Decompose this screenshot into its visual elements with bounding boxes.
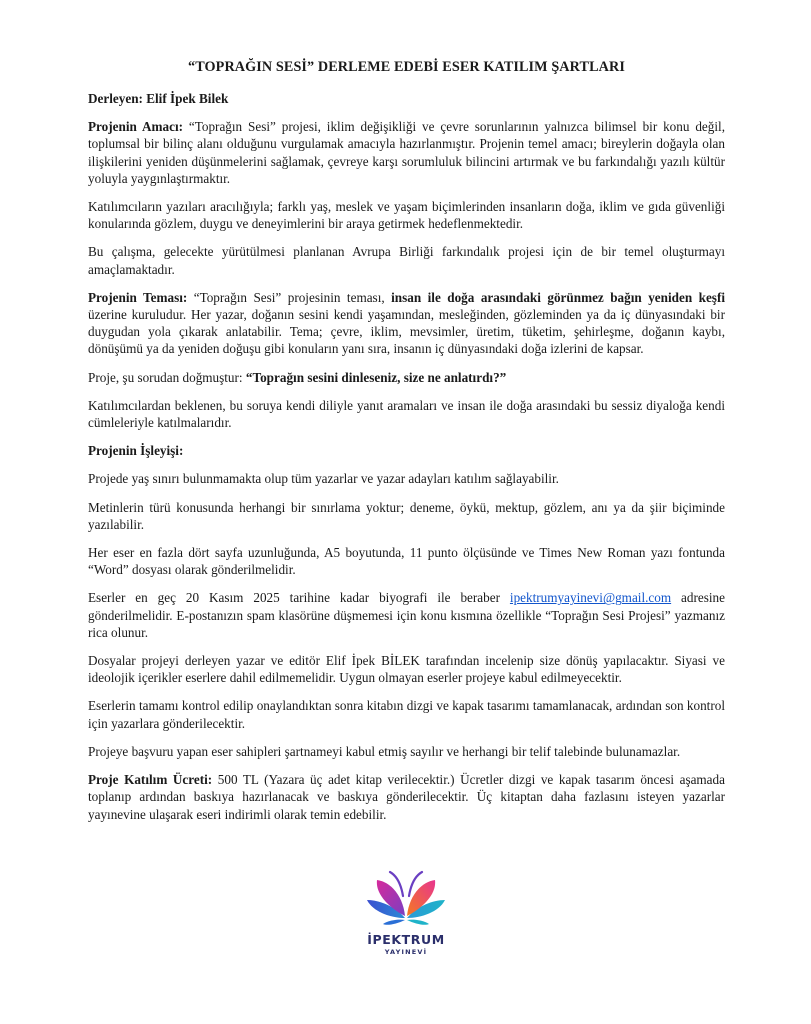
submission-text-after: adresine gönderilmelidir. E-postanızın spam klasörüne düşmemesi için konu kısmına özellikle “Toprağın Sesi Projesi” yazmanız rica olunur. bbox=[88, 590, 725, 640]
format-paragraph: Her eser en fazla dört sayfa uzunluğunda, A5 boyutunda, 11 punto ölçüsünde ve Times New Roman yazı fontunda “Word” dosyası olarak gönderilmelidir. bbox=[88, 545, 725, 578]
butterfly-lotus-icon bbox=[363, 866, 449, 930]
participants-paragraph: Katılımcıların yazıları aracılığıyla; farklı yaş, meslek ve yaşam biçimlerinden insanların doğa, iklim ve gıda güvenliği konularında gözlem, duygu ve deneyimlerini bir araya getirmek hedeflenmektedir. bbox=[88, 199, 725, 232]
theme-text-after: üzerine kuruludur. Her yazar, doğanın sesini kendi yaşamından, mesleğinden, gözleminden ya da iç dünyasındaki bir duygudan yola çıkarak anlatabilir. Tema; çevre, iklim, mevsimler, üretim, tüketim, şehirleşme, doğanın kaybı, dönüşümü ya da yeniden doğuşu gibi konuların yanı sıra, insanın iç dünyasındaki doğa izlerini de kapsar. bbox=[88, 307, 725, 357]
logo-subtitle: YAYINEVİ bbox=[384, 948, 428, 956]
purpose-text: “Toprağın Sesi” projesi, iklim değişikliği ve çevre sorunlarının yalnızca bilimsel bir konu değil, toplumsal bir bilinç alanı olduğunu vurgulamak amacıyla hazırlanmıştır. Projenin temel amacı; bireylerin doğayla olan ilişkilerini yeniden düşünmelerini sağlamak, çevreye karşı sorumluluk bilincini artırmak ve bu farkındalığı yazılı kültür yoluyla yaygınlaştırmaktır. bbox=[88, 119, 725, 186]
document-title: “TOPRAĞIN SESİ” DERLEME EDEBİ ESER KATILIM ŞARTLARI bbox=[188, 59, 625, 75]
fee-label: Proje Katılım Ücreti: bbox=[88, 772, 218, 788]
fee-text: 500 TL (Yazara üç adet kitap verilecektir.) Ücretler dizgi ve kapak tasarım öncesi aşamada toplanıp ardından baskıya hazırlanacak ve baskıya gönderilecektir. Üç kitaptan daha fazlasını isteyen yazarlar yayınevine ulaşarak eseri indirimli olarak temin edebilir. bbox=[88, 772, 725, 822]
logo-name: İPEKTRUM bbox=[367, 932, 445, 947]
document-page bbox=[88, 59, 725, 834]
publisher-logo bbox=[360, 866, 452, 966]
submission-text-before: Eserler en geç 20 Kasım 2025 tarihine kadar biyografi ile beraber bbox=[88, 590, 510, 606]
purpose-paragraph bbox=[88, 118, 725, 187]
email-link[interactable]: ipektrumyayinevi@gmail.com bbox=[509, 590, 672, 606]
copyright-paragraph: Projeye başvuru yapan eser sahipleri şartnameyi kabul etmiş sayılır ve herhangi bir telif talebinde bulunamazlar. bbox=[88, 743, 681, 759]
question-text: Proje, şu sorudan doğmuştur: bbox=[88, 369, 246, 385]
question-paragraph bbox=[88, 369, 725, 386]
fee-paragraph bbox=[88, 771, 725, 823]
eu-paragraph: Bu çalışma, gelecekte yürütülmesi planlanan Avrupa Birliği farkındalık projesi için de bir temel oluşturmayı amaçlamaktadır. bbox=[88, 244, 725, 277]
genre-paragraph: Metinlerin türü konusunda herhangi bir sınırlama yoktur; deneme, öykü, mektup, gözlem, anı ya da şiir biçiminde yazılabilir. bbox=[88, 499, 725, 532]
review-paragraph: Dosyalar projeyi derleyen yazar ve editör Elif İpek BİLEK tarafından incelenip size dönüş yapılacaktır. Siyasi ve ideolojik içerikler eserlere dahil edilmemelidir. Uygun olmayan eserler projeye kabul edilmeyecektir. bbox=[88, 653, 725, 686]
purpose-label: Projenin Amacı: bbox=[88, 119, 189, 135]
question-bold: “Toprağın sesini dinleseniz, size ne anlatırdı?” bbox=[245, 369, 507, 385]
compiler-text: Derleyen: Elif İpek Bilek bbox=[88, 91, 229, 106]
process-heading-line bbox=[88, 442, 725, 459]
age-paragraph: Projede yaş sınırı bulunmamakta olup tüm yazarlar ve yazar adayları katılım sağlayabilir. bbox=[88, 471, 559, 487]
process-heading: Projenin İşleyişi: bbox=[88, 443, 184, 459]
theme-label: Projenin Teması: bbox=[88, 289, 194, 305]
theme-bold: insan ile doğa arasındaki görünmez bağın yeniden keşfi bbox=[391, 289, 725, 305]
theme-text-before: “Toprağın Sesi” projesinin teması, bbox=[193, 289, 392, 305]
theme-paragraph bbox=[88, 289, 725, 358]
expected-paragraph: Katılımcılardan beklenen, bu soruya kendi diliyle yanıt aramaları ve insan ile doğa arasındaki bu sessiz diyaloğa kendi cümleleriyle katılmalarıdır. bbox=[88, 397, 725, 431]
compiler-line bbox=[88, 90, 725, 107]
approval-paragraph: Eserlerin tamamı kontrol edilip onaylandıktan sonra kitabın dizgi ve kapak tasarımı tamamlanacak, ardından son kontrol için yazarlara gönderilecektir. bbox=[88, 698, 725, 731]
submission-paragraph bbox=[88, 589, 725, 641]
